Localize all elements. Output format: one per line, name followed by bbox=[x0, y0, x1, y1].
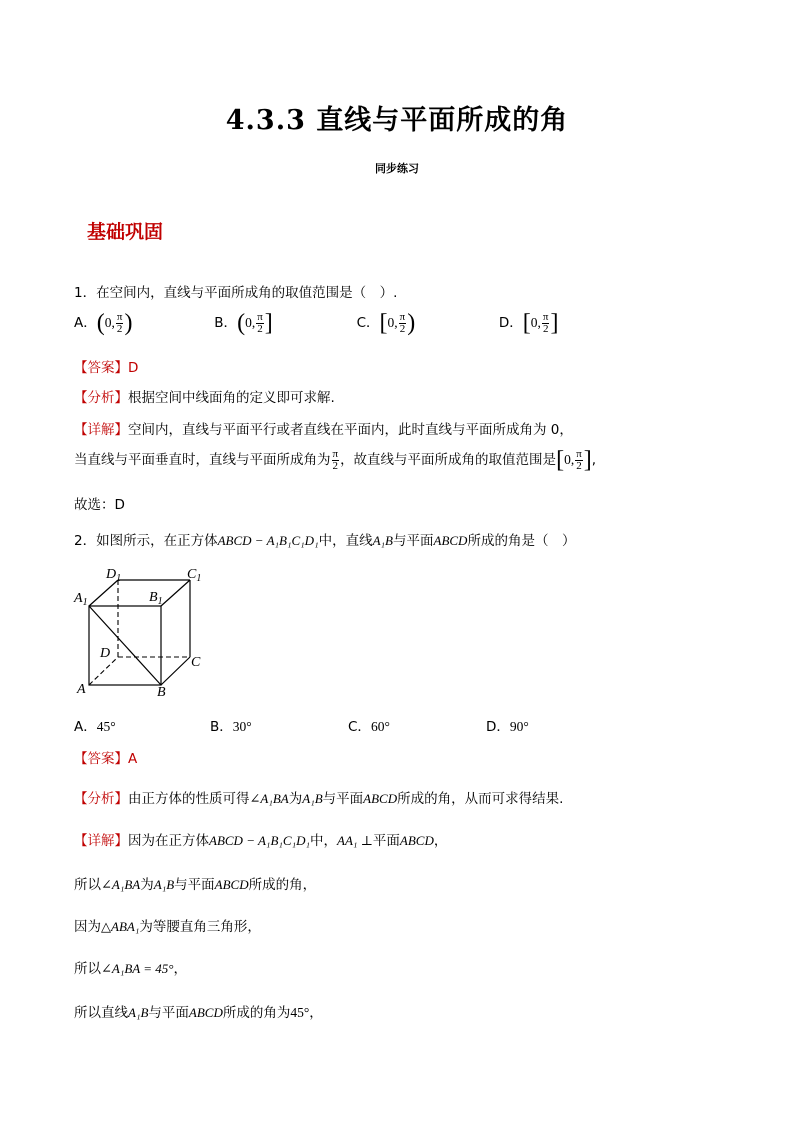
option-value: 30° bbox=[232, 719, 252, 734]
math-cube: ABCD − A₁B₁C₁D₁ bbox=[209, 833, 310, 848]
math-line: A₁B bbox=[128, 1005, 149, 1020]
detail-text: ，故直线与平面所成角的取值范围是 bbox=[340, 452, 557, 468]
fraction bbox=[399, 312, 407, 335]
analysis-text: 与平面 bbox=[322, 791, 364, 807]
fraction-den: 2 bbox=[332, 459, 339, 472]
detail-text: 因为 bbox=[74, 919, 101, 935]
bracket-left: [ bbox=[522, 310, 531, 336]
math-plane: ABCD bbox=[188, 1005, 223, 1020]
q2-stem bbox=[74, 529, 575, 549]
label-b: B bbox=[157, 685, 166, 700]
option-label: A． bbox=[74, 719, 97, 735]
q2-detail-1 bbox=[74, 829, 447, 849]
fraction-num: π bbox=[399, 310, 406, 323]
option-value: 90° bbox=[509, 719, 529, 734]
math-plane: ABCD bbox=[214, 877, 249, 892]
option-label: D． bbox=[486, 719, 510, 735]
label-a: A bbox=[77, 682, 86, 697]
math-plane: ABCD bbox=[399, 833, 434, 848]
math-angle: ∠A₁BA bbox=[101, 877, 141, 892]
detail-text: 为 bbox=[140, 877, 154, 893]
fraction bbox=[116, 312, 124, 335]
analysis-tag: 【分析】 bbox=[74, 390, 128, 406]
detail-text: 平面 bbox=[372, 833, 400, 849]
analysis-text: 为 bbox=[288, 791, 303, 807]
detail-text: ， bbox=[433, 833, 448, 849]
answer-value: A bbox=[128, 751, 138, 767]
detail-text: 所成的角， bbox=[248, 877, 317, 893]
option-label: B． bbox=[210, 719, 233, 735]
detail-text: 空间内，直线与平面平行或者直线在平面内，此时直线与平面所成角为 0， bbox=[128, 422, 573, 438]
interval-start: 0, bbox=[245, 315, 256, 330]
math-cube: ABCD − A₁B₁C₁D₁ bbox=[217, 533, 319, 548]
fraction-num: π bbox=[332, 447, 339, 460]
q2-detail-2 bbox=[74, 873, 316, 893]
detail-text: 当直线与平面垂直时，直线与平面所成角为 bbox=[74, 452, 331, 468]
interval-start: 0, bbox=[387, 315, 398, 330]
stem-text: 所成的角是（ ） bbox=[467, 533, 576, 549]
analysis-text: 根据空间中线面角的定义即可求解. bbox=[128, 390, 335, 406]
detail-text: 所成的角为 bbox=[222, 1005, 291, 1021]
stem-text: 与平面 bbox=[393, 533, 434, 549]
fraction bbox=[256, 312, 264, 335]
fraction-num: π bbox=[542, 310, 549, 323]
label-c1: $C_1$ bbox=[187, 567, 202, 584]
page-title: 4.3.3 直线与平面所成的角 bbox=[225, 105, 569, 136]
q1-detail-1 bbox=[74, 418, 573, 438]
cube-edge-bc bbox=[161, 657, 190, 685]
detail-tag: 【详解】 bbox=[74, 833, 128, 849]
interval-start: 0, bbox=[104, 315, 115, 330]
q1-option-b bbox=[214, 311, 352, 335]
q2-analysis bbox=[74, 787, 563, 807]
q2-detail-5 bbox=[74, 1001, 323, 1021]
fraction bbox=[332, 449, 340, 472]
option-value: 60° bbox=[370, 719, 390, 734]
q2-detail-4 bbox=[74, 957, 187, 977]
q2-answer bbox=[74, 747, 137, 767]
math-line: A₁B bbox=[153, 877, 175, 892]
detail-text: 所以 bbox=[74, 961, 101, 977]
fraction-num: π bbox=[116, 310, 123, 323]
detail-tag: 【详解】 bbox=[74, 422, 128, 438]
detail-text: 为等腰直角三角形， bbox=[139, 919, 261, 935]
cube-figure bbox=[70, 564, 210, 702]
cube-edge-b1c1 bbox=[161, 580, 190, 606]
option-value: 45° bbox=[96, 719, 116, 734]
detail-text: 中， bbox=[310, 833, 337, 849]
option-label: A． bbox=[74, 315, 97, 331]
q2-option-a bbox=[74, 715, 210, 735]
option-label: B． bbox=[214, 315, 238, 331]
detail-text: 所以 bbox=[74, 877, 101, 893]
analysis-text: 所成的角，从而可求得结果. bbox=[397, 791, 564, 807]
fraction-den: 2 bbox=[116, 322, 123, 335]
bracket-left: ( bbox=[96, 310, 105, 336]
detail-text: ， bbox=[173, 961, 187, 977]
label-d: D bbox=[100, 646, 111, 661]
cube-hidden-edge-ad bbox=[89, 657, 118, 685]
math-perp: AA₁ ⊥ bbox=[337, 833, 373, 848]
q2-option-d bbox=[486, 715, 529, 735]
q1-stem: 1．在空间内，直线与平面所成角的取值范围是（ ）. bbox=[74, 285, 398, 301]
q2-option-c bbox=[348, 715, 486, 735]
fraction-num: π bbox=[257, 310, 263, 323]
math-line: A₁B bbox=[372, 533, 393, 548]
analysis-text: 由正方体的性质可得 bbox=[128, 791, 250, 807]
q1-option-d bbox=[499, 311, 559, 335]
label-a1: $A_1$ bbox=[74, 591, 88, 608]
q1-detail-2: 当直线与平面垂直时，直线与平面所成角为 $\frac{\pi}{2}$ ，故直线与平面所成角的取值范围是[0, $\frac{\pi}{2}$ ], bbox=[74, 447, 597, 473]
q2-detail-3 bbox=[74, 915, 261, 935]
q1-answer bbox=[74, 356, 138, 376]
detail-text: ， bbox=[309, 1005, 323, 1021]
q1-choice: 故选：D bbox=[74, 497, 125, 513]
stem-text: 中，直线 bbox=[318, 533, 373, 549]
bracket-left: [ bbox=[556, 447, 565, 473]
label-b1: $B_1$ bbox=[149, 590, 163, 607]
bracket-left: [ bbox=[379, 310, 388, 336]
math-angle: ∠A₁BA bbox=[249, 791, 289, 806]
math-equation: ∠A₁BA = 45° bbox=[101, 961, 174, 976]
bracket-right: ) bbox=[124, 310, 133, 336]
math-line: A₁B bbox=[302, 791, 323, 806]
detail-text: 所以直线 bbox=[74, 1005, 128, 1021]
answer-tag: 【答案】 bbox=[74, 751, 128, 767]
cube-edge-a1d1 bbox=[89, 580, 118, 606]
fraction-den: 2 bbox=[576, 459, 582, 472]
math-plane: ABCD bbox=[363, 791, 398, 806]
option-label: D． bbox=[498, 315, 523, 331]
math-plane: ABCD bbox=[433, 533, 468, 548]
bracket-left: ( bbox=[237, 310, 246, 336]
q1-option-c bbox=[357, 311, 495, 335]
bracket-right: ) bbox=[407, 310, 416, 336]
interval-start: 0, bbox=[530, 315, 541, 330]
q2-option-b bbox=[210, 715, 348, 735]
math-triangle: △ABA₁ bbox=[101, 919, 140, 934]
q1-option-a bbox=[74, 311, 210, 335]
bracket-right: ] bbox=[583, 447, 592, 473]
q1-options bbox=[74, 311, 594, 335]
label-c: C bbox=[191, 655, 201, 670]
q2-options bbox=[74, 715, 594, 735]
answer-value: D bbox=[128, 360, 139, 376]
option-label: C． bbox=[348, 719, 371, 735]
page-subtitle: 同步练习 bbox=[375, 162, 419, 175]
answer-tag: 【答案】 bbox=[74, 360, 128, 376]
math-value: 45° bbox=[290, 1005, 310, 1020]
fraction-den: 2 bbox=[542, 322, 549, 335]
bracket-right: ] bbox=[264, 310, 273, 336]
stem-text: 2．如图所示，在正方体 bbox=[74, 533, 218, 549]
analysis-tag: 【分析】 bbox=[74, 791, 128, 807]
fraction-den: 2 bbox=[257, 322, 263, 335]
fraction-num: π bbox=[576, 447, 582, 460]
detail-text: 与平面 bbox=[148, 1005, 189, 1021]
section-heading: 基础巩固 bbox=[87, 221, 164, 243]
label-d1: $D_1$ bbox=[106, 567, 122, 584]
fraction bbox=[575, 449, 583, 472]
q1-analysis bbox=[74, 386, 335, 406]
detail-text: 与平面 bbox=[174, 877, 215, 893]
fraction-den: 2 bbox=[399, 322, 406, 335]
fraction bbox=[542, 312, 550, 335]
interval-start: 0, bbox=[564, 452, 575, 467]
option-label: C． bbox=[356, 315, 380, 331]
bracket-right: ] bbox=[550, 310, 559, 336]
detail-text: 因为在正方体 bbox=[128, 833, 209, 849]
